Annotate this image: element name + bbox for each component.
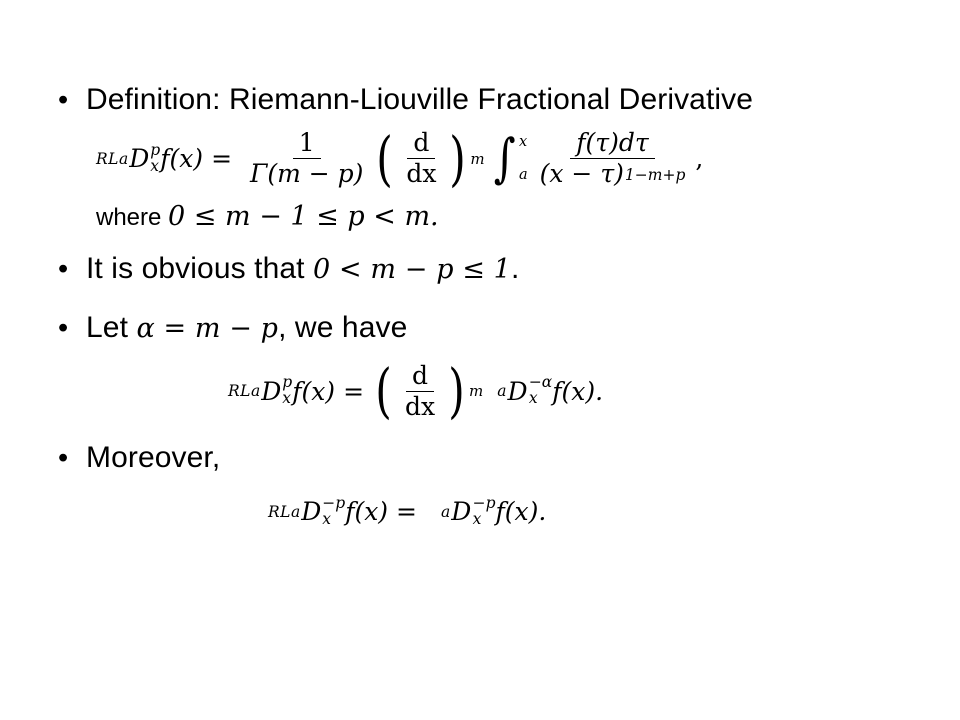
let-math: α = m − p: [136, 312, 279, 344]
eq1-prescript: RL: [96, 149, 119, 168]
bullet-marker: •: [58, 252, 69, 285]
left-paren-icon: (: [376, 123, 394, 193]
eq3-operator-indices: −p x: [322, 494, 346, 528]
eq1-equals: =: [211, 144, 233, 174]
bullet-marker: •: [58, 311, 69, 344]
eq1-integral: [491, 127, 528, 189]
bullet-obvious: [48, 247, 900, 292]
eq2-prescript: RL: [228, 382, 251, 401]
eq1-integral-limits: x a: [518, 134, 528, 183]
obvious-suffix: .: [510, 251, 520, 285]
eq3-operator: D: [301, 497, 322, 527]
eq2-derivative-operator: [372, 356, 484, 426]
eq1-argument: f(x): [160, 144, 204, 174]
eq3-equals: =: [396, 497, 417, 527]
eq3-prescript: RL: [268, 502, 291, 521]
equation-riemann-liouville-definition: [96, 123, 900, 193]
eq2-rhs-indices: −α x: [528, 373, 553, 408]
eq3-rhs-operator: D: [451, 497, 472, 527]
right-paren-icon: ): [448, 356, 465, 426]
eq1-presub: a: [118, 149, 129, 168]
where-label: where: [96, 203, 162, 231]
eq1-integrand-fraction: f(τ)dτ (x − τ) 1−m+p: [534, 130, 692, 188]
eq1-gamma-fraction: $\frac{1}{\Gamma(m - p)}$: [250, 128, 364, 189]
eq3-rhs-presub: a: [441, 502, 451, 521]
equation-derivative-alpha: [228, 356, 900, 426]
eq2-rhs-argument: f(x).: [552, 376, 604, 406]
eq1-ddx-fraction: $\frac{d}{dx}$: [406, 128, 437, 189]
eq2-argument: f(x): [292, 376, 336, 406]
obvious-prefix: It is obvious that: [86, 251, 305, 285]
bullet-marker: •: [58, 442, 69, 474]
bullet-definition-text: Definition: Riemann-Liouville Fractional Derivative: [86, 83, 754, 116]
eq2-presub: a: [250, 382, 261, 401]
bullet-definition: [48, 78, 900, 122]
eq3-rhs-argument: f(x).: [495, 497, 547, 527]
bullet-let: [48, 306, 900, 351]
eq2-operator-indices: p x: [282, 373, 293, 408]
eq1-tail: ,: [695, 144, 704, 174]
eq2-power: m: [468, 382, 484, 401]
left-paren-icon: (: [375, 356, 392, 426]
eq3-presub: a: [290, 502, 301, 521]
eq2-rhs-operator: D: [507, 376, 528, 406]
bullet-obvious-text: [86, 247, 900, 292]
eq3-argument: f(x): [345, 497, 389, 527]
let-suffix: , we have: [278, 310, 408, 344]
equation-negative-order: [268, 496, 900, 528]
bullet-marker: •: [58, 84, 69, 116]
eq3-rhs-indices: −p x: [472, 494, 496, 528]
bullet-moreover-text: Moreover,: [86, 441, 221, 474]
obvious-math: 0 < m − p ≤ 1: [313, 253, 511, 285]
eq1-operator: D: [129, 144, 150, 174]
eq2-operator: D: [261, 376, 282, 406]
let-prefix: Let: [86, 310, 129, 344]
eq1-power: m: [470, 149, 485, 168]
eq2-ddx-fraction: $\frac{d}{dx}$: [404, 360, 436, 421]
bullet-let-text: [86, 306, 900, 351]
right-paren-icon: ): [449, 123, 467, 193]
integral-icon: ∫: [493, 127, 516, 189]
eq2-equals: =: [343, 376, 365, 406]
eq1-derivative-operator: [373, 123, 485, 193]
eq2-rhs-presub: a: [497, 382, 507, 401]
where-condition-line: [96, 202, 900, 233]
eq1-operator-indices: p x: [150, 140, 161, 175]
eq1-integrand-denominator: (x − τ) 1−m+p: [539, 159, 686, 189]
where-math: 0 ≤ m − 1 ≤ p < m.: [168, 200, 439, 232]
bullet-moreover: [48, 436, 900, 480]
